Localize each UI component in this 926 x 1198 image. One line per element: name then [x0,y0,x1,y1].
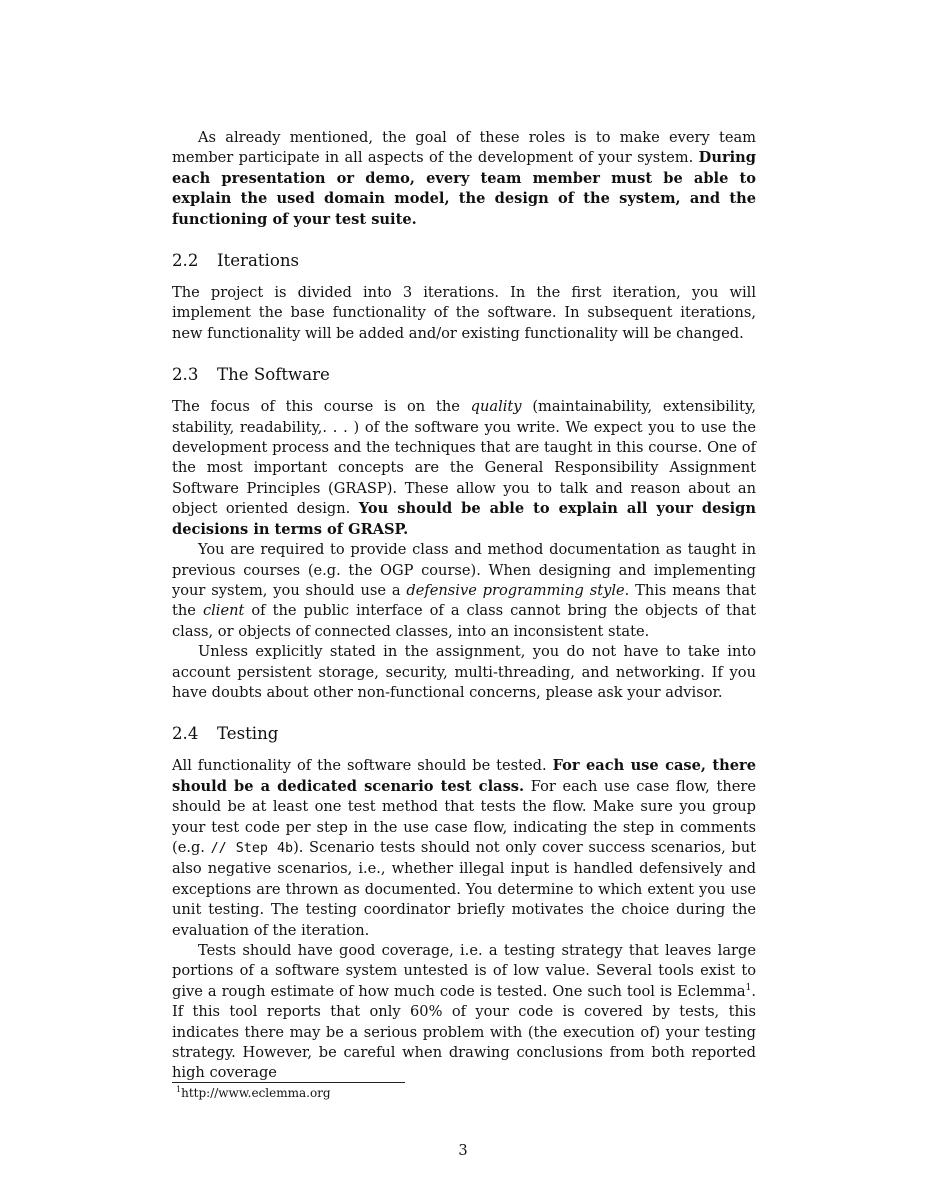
section-title: The Software [217,365,330,385]
text-run: The focus of this course is on the [172,398,471,416]
section-heading-iterations [172,250,756,272]
document-body [172,128,756,1084]
section-title: Testing [217,724,279,744]
page-number: 3 [458,1142,468,1159]
footnote-number: 1 [176,1085,182,1094]
intro-lead: As already mentioned, the goal of these roles is to make every team member participate in all aspects of the development of your system. [172,129,756,167]
footnote-marker[interactable]: 1 [745,982,752,993]
text-run: . If this tool reports that only 60% of your code is covered by tests, this indicates there may be a serious problem with (the execution of) your testing strategy. However, be careful when drawing conclusions from both reported high coverage [172,982,756,1082]
testing-paragraph-1 [172,756,756,941]
emphasis-defensive-programming: defensive programming style [406,581,625,599]
section-number: 2.4 [172,724,199,744]
iterations-paragraph: The project is divided into 3 iterations. In the first iteration, you will implement the base functionality of the software. In subsequent iterations, new functionality will be added and/or existing functionality will be changed. [172,284,756,342]
text-run: You are required to provide class and method documentation as taught in previous courses (e.g. the OGP course). When designing and implementing your system, you should use a [172,541,756,599]
bold-grasp-statement: You should be able to explain all your design decisions in terms of GRASP [172,500,756,538]
text-run: ). Scenario tests should not only cover success scenarios, but also negative scenarios, i.e., whether illegal input is handled defensively and exceptions are thrown as documented. You determine to which extent you use unit testing. The testing coordinator briefly motivates the choice during the evaluation of the iteration. [172,838,756,939]
section-number: 2.3 [172,365,199,385]
text-run: For each use case flow, there should be at least one test method that tests the flow. Make sure you group your test code per step in the use case flow, indicating the step in comments (e.g. [172,777,756,856]
intro-bold-statement: During each presentation or demo, every team member must be able to explain the used domain model, the design of the system, and the functioning of your test suite. [172,149,756,228]
section-title: Iterations [217,251,300,271]
emphasis-client: client [202,602,245,620]
software-paragraph-2 [172,540,756,642]
text-run: of the public interface of a class cannot bring the objects of that class, or objects of connected classes, into an inconsistent state. [172,602,756,640]
text-run: (maintainability, extensibility, stability, readability,. . . ) of the software you write. We expect you to use the development process and the techniques that are taught in this course. One of the most important concepts are the General Responsibility Assignment Software Principles (GRASP). These allow you to talk and reason about an object oriented design. [172,398,756,518]
software-paragraph-1 [172,397,756,540]
emphasis-quality: quality [470,398,522,416]
footnote-rule [172,1082,405,1083]
section-heading-software [172,364,756,386]
footnote [176,1085,331,1101]
intro-paragraph [172,128,756,230]
text-run: Tests should have good coverage, i.e. a testing strategy that leaves large portions of a software system untested is of low value. Several tools exist to give a rough estimate of how much code is tested. One such tool is Eclemma [172,942,756,1000]
software-paragraph-3: Unless explicitly stated in the assignment, you do not have to take into account persistent storage, security, multi-threading, and networking. If you have doubts about other non-functional concerns, please ask your advisor. [172,643,756,701]
section-heading-testing [172,723,756,745]
code-step-comment: // Step 4b [210,840,294,856]
footnote-link[interactable]: http://www.eclemma.org [181,1086,331,1100]
bold-scenario-test-statement: For each use case, there should be a dedicated scenario test class. [172,757,756,795]
testing-paragraph-2 [172,941,756,1084]
section-number: 2.2 [172,251,199,271]
text-run: All functionality of the software should be tested. [172,757,553,775]
text-run: . This means that the [172,581,756,620]
text-run: . [403,520,409,538]
